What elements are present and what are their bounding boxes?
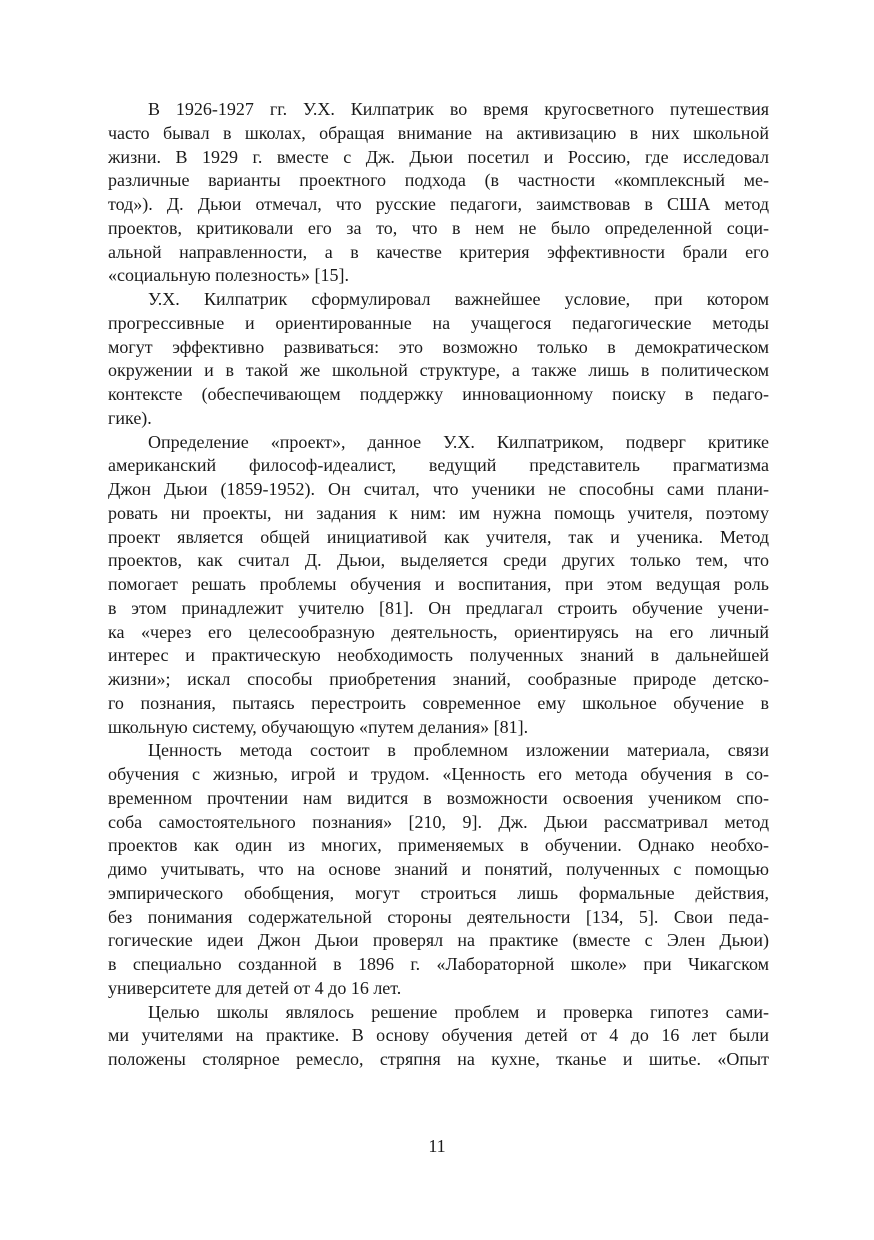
page-body xyxy=(108,98,769,1072)
text-line: школьную систему, обучающую «путем делания» [81]. xyxy=(108,716,529,737)
text-line: ка «через его целесообразную деятельность, ориентируясь на его личный xyxy=(108,621,769,642)
text-line: тод»). Д. Дьюи отмечал, что русские педагоги, заимствовав в США метод xyxy=(108,194,769,214)
text-line: временном прочтении нам видится в возможности освоения учеником спо- xyxy=(108,787,769,808)
text-line: соба самостоятельного познания» [210, 9]. Дж. Дьюи рассматривал метод xyxy=(108,811,769,832)
paragraph xyxy=(108,98,769,288)
text-line: интерес и практическую необходимость полученных знаний в дальнейшей xyxy=(108,645,769,666)
text-line: положены столярное ремесло, стряпня на кухне, тканье и шитье. «Опыт xyxy=(108,1049,769,1069)
text-line: в специально созданной в 1896 г. «Лабораторной школе» при Чикагском xyxy=(108,954,769,974)
text-line: «социальную полезность» [15]. xyxy=(108,265,350,286)
text-line: могут эффективно развиваться: это возможно только в демократическом xyxy=(108,336,769,357)
text-line: различные варианты проектного подхода (в частности «комплексный ме- xyxy=(108,170,769,191)
text-line: жизни»; искал способы приобретения знаний, сообразные природе детско- xyxy=(108,669,769,689)
page-number: 11 xyxy=(428,1136,446,1156)
text-line: проект является общей инициативой как учителя, так и ученика. Метод xyxy=(108,526,769,547)
text-line: университете для детей от 4 до 16 лет. xyxy=(108,977,402,998)
paragraph xyxy=(108,739,769,1000)
text-line: проектов, критиковали его за то, что в нем не было определенной соци- xyxy=(108,217,769,238)
text-line: без понимания содержательной стороны деятельности [134, 5]. Свои педа- xyxy=(108,906,769,927)
text-line: Джон Дьюи (1859-1952). Он считал, что ученики не способны сами плани- xyxy=(108,479,769,499)
paragraph xyxy=(108,1001,769,1072)
text-line: проектов как один из многих, применяемых в обучении. Однако необхо- xyxy=(108,835,769,856)
text-line: жизни. В 1929 г. вместе с Дж. Дьюи посетил и Россию, где исследовал xyxy=(108,146,769,167)
paragraph xyxy=(108,431,769,740)
text-line: в этом принадлежит учителю [81]. Он предлагал строить обучение учени- xyxy=(108,597,769,618)
text-line: димо учитывать, что на основе знаний и понятий, полученных с помощью xyxy=(108,859,769,879)
text-line: гогические идеи Джон Дьюи проверял на практике (вместе с Элен Дьюи) xyxy=(108,930,769,951)
text-line: Целью школы являлось решение проблем и проверка гипотез сами- xyxy=(148,1001,769,1022)
text-line: обучения с жизнью, игрой и трудом. «Ценность его метода обучения в со- xyxy=(108,764,769,784)
paragraph xyxy=(108,288,769,431)
text-line: эмпирического обобщения, могут строиться лишь формальные действия, xyxy=(108,882,769,903)
text-line: гике). xyxy=(108,407,152,428)
text-line: В 1926-1927 гг. У.Х. Килпатрик во время кругосветного путешествия xyxy=(148,99,769,119)
text-line: альной направленности, а в качестве критерия эффективности брали его xyxy=(108,241,769,262)
text-line: часто бывал в школах, обращая внимание на активизацию в них школьной xyxy=(108,122,769,143)
text-line: Ценность метода состоит в проблемном изложении материала, связи xyxy=(148,740,769,761)
text-line: го познания, пытаясь перестроить современное ему школьное обучение в xyxy=(108,692,769,713)
text-line: У.Х. Килпатрик сформулировал важнейшее условие, при котором xyxy=(148,289,769,309)
text-line: окружении и в такой же школьной структуре, а также лишь в политическом xyxy=(108,360,769,381)
text-line: прогрессивные и ориентированные на учащегося педагогические методы xyxy=(108,312,769,333)
text-line: ми учителями на практике. В основу обучения детей от 4 до 16 лет были xyxy=(108,1025,769,1046)
text-line: контексте (обеспечивающем поддержку инновационному поиску в педаго- xyxy=(108,384,769,404)
text-line: ровать ни проекты, ни задания к ним: им нужна помощь учителя, поэтому xyxy=(108,502,769,523)
text-line: американский философ-идеалист, ведущий представитель прагматизма xyxy=(108,455,769,476)
text-line: помогает решать проблемы обучения и воспитания, при этом ведущая роль xyxy=(108,574,769,594)
text-line: Определение «проект», данное У.Х. Килпатриком, подверг критике xyxy=(148,431,769,452)
text-line: проектов, как считал Д. Дьюи, выделяется среди других только тем, что xyxy=(108,550,769,571)
